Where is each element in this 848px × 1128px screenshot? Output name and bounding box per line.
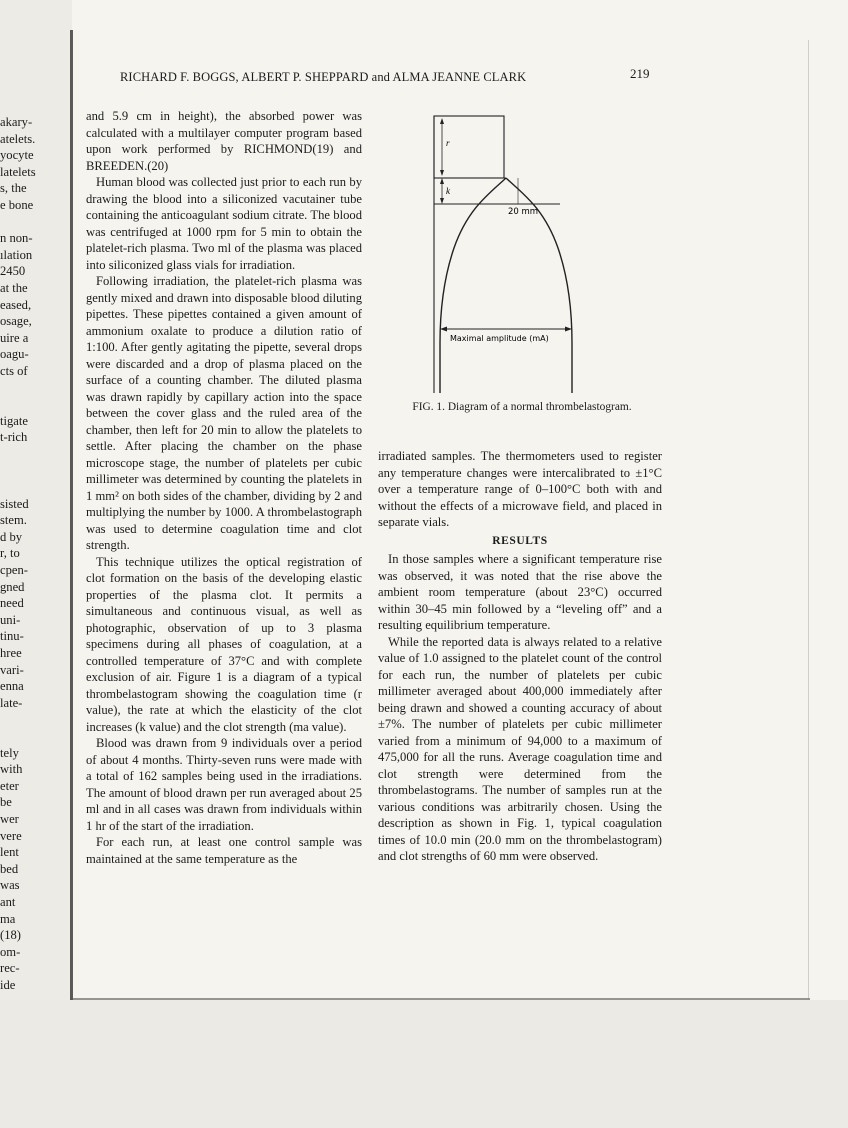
previous-page-line-fragment [0,214,64,231]
scan-bottom-margin [0,1000,848,1128]
label-20mm: 20 mm [508,207,539,217]
previous-page-line-fragment: was [0,878,20,893]
k-label: k [446,186,450,196]
previous-page-line-fragment: cpen- [0,563,28,578]
page-bottom-edge [70,998,810,1000]
previous-page-line-fragment: bed [0,861,19,876]
previous-page-line-fragment: be [0,795,12,810]
book-binding-line [70,30,73,1000]
previous-page-line-fragment: yocyte [0,148,34,163]
page-number: 219 [630,66,650,81]
amplitude-arrowhead-left [440,327,447,332]
previous-page-line-fragment: ılation [0,247,33,262]
previous-page-line-fragment: r, to [0,546,20,561]
section-heading-results: RESULTS [492,534,548,547]
previous-page-line-fragment: tely [0,745,19,760]
previous-page-line-fragment: ide [0,977,16,992]
r-label: r [446,138,450,148]
previous-page-line-fragment: (18) [0,928,21,943]
right-text-column [378,448,662,865]
previous-page-line-fragment: lent [0,845,19,860]
previous-page-line-fragment: s, the [0,181,27,196]
previous-page-line-fragment: atelets. [0,131,36,146]
left-text-column [86,108,362,867]
previous-page-line-fragment: with [0,762,23,777]
figure-caption-text: Diagram of a normal thrombelastogram. [447,401,632,413]
previous-page-line-fragment: t-rich [0,430,28,445]
previous-page-line-fragment: uire a [0,330,29,345]
paragraph: While the reported data is always related to a relative value of 1.0 assigned to the platelet count of the control for each run, the number of platelets per cubic millimeter averaged about 400,000 immediately after being drawn and showed a counting accuracy of about ±7%. The number of platelets per cubic millimeter varied from a minimum of 94,000 to a maximum of 475,000 for all the runs. Average coagulation time and clot strength were determined from the thrombelastograms. The number of samples run at the various conditions was arbitrarily chosen. Using the description as shown in Fig. 1, typical coagulation times of 10.0 min (20.0 mm on the thrombelastogram) and clot strengths of 60 mm were observed. [378,634,662,863]
previous-page-line-fragment: cts of [0,363,28,378]
previous-page-line-fragment: ant [0,894,16,909]
curve-left-branch [440,178,506,393]
paragraph: This technique utilizes the optical registration of clot formation on the basis of the developing elastic properties of the plasma clot. It permits a simultaneous and continuous visual, as well as photographic, observation of up to 3 plasma specimens during all phases of coagulation, at a controlled temperature of 37°C and with complete exclusion of air. Figure 1 is a diagram of a typical thrombelastogram showing the coagulation time (r value), the rate at which the elasticity of the clot increases (k value) and the clot strength (ma value). [86,554,362,734]
previous-page-line-fragment: uni- [0,612,21,627]
previous-page-line-fragment: e bone [0,197,34,212]
paragraph: Human blood was collected just prior to each run by drawing the blood into a siliconized vacutainer tube containing the anticoagulant sodium citrate. The blood was centrifuged at 1000 rpm for 5 min to obtain the platelet-rich plasma. Two ml of the plasma was placed into siliconized glass vials for irradiation. [86,175,362,272]
previous-page-line-fragment [0,380,64,397]
previous-page-line-fragment [0,396,64,413]
label-max-amplitude: Maximal amplitude (mA) [450,334,549,343]
paragraph: and 5.9 cm in height), the absorbed power was calculated with a multilayer computer program based upon work performed by RICHMOND(19) and BREEDEN.(20) [86,109,362,173]
previous-page-line-fragment: om- [0,944,21,959]
previous-page-line-fragment: wer [0,811,19,826]
previous-page-line-fragment: gned [0,579,25,594]
previous-page-line-fragment: d by [0,529,23,544]
paragraph: Following irradiation, the platelet-rich plasma was gently mixed and drawn into disposable blood diluting pipettes. These pipettes contained a given amount of ammonium oxalate to produce a dilution ratio of 1:100. After gently agitating the pipette, several drops were discarded and a drop of plasma placed on the surface of a counting chamber. The diluted plasma was drawn rapidly by capillary action into the space between the cover glass and the ruled area of the chamber, then left for 20 min to allow the platelets to settle. After placing the chamber on the phase microscope stage, the number of platelets per cubic millimeter was determined by counting the platelets in 1 mm² on both sides of the chamber, dividing by 2 and multiplying the number by 1000. A thrombelastograph was used to determine coagulation time and clot strength. [86,274,362,552]
r-arrowhead-top [440,118,444,124]
previous-page-line-fragment [0,728,64,745]
previous-page-line-fragment: osage, [0,314,32,329]
r-value-box [434,116,504,178]
amplitude-arrowhead-right [565,327,572,332]
k-arrowhead-bottom [440,198,444,204]
figure-number: FIG. 1. [412,401,445,413]
previous-page-line-fragment: ma [0,911,16,926]
previous-page-line-fragment [0,462,64,479]
previous-page-line-fragment: oagu- [0,347,29,362]
paragraph: In those samples where a significant temperature rise was observed, it was noted that the rise above the ambient room temperature (about 23°C) occurred within 30–45 min followed by a “leveling off” and a resulting equilibrium temperature. [378,552,662,632]
previous-page-line-fragment: stem. [0,513,27,528]
paragraph: Blood was drawn from 9 individuals over a period of about 4 months. Thirty-seven runs were made with a total of 162 samples being used in the irradiations. The amount of blood drawn per run averaged about 25 ml and in all cases was drawn from individuals within 1 hr of the start of the irradiation. [86,736,362,833]
previous-page-line-fragment: enna [0,679,24,694]
previous-page-line-fragment [0,479,64,496]
previous-page-line-fragment: rec- [0,961,20,976]
page-right-edge [808,40,809,1000]
r-arrowhead-bottom [440,170,444,176]
previous-page-line-fragment [0,711,64,728]
running-header-authors: RICHARD F. BOGGS, ALBERT P. SHEPPARD and ALMA JEANNE CLARK [120,70,527,84]
thrombelastogram-diagram [420,108,620,398]
previous-page-line-fragment: need [0,596,24,611]
paragraph: For each run, at least one control sample was maintained at the same temperature as the [86,835,362,866]
previous-page-line-fragment: late- [0,695,23,710]
paragraph-continued: irradiated samples. The thermometers used to register any temperature changes were intercalibrated to ±1°C over a temperature range of 0–100°C both with and without the effects of a microwave field, and placed in separate vials. [378,449,662,529]
previous-page-line-fragment: at the [0,280,28,295]
previous-page-line-fragment: latelets [0,164,36,179]
previous-page-line-fragment: vere [0,828,22,843]
previous-page-line-fragment: tinu- [0,629,24,644]
previous-page-line-fragment: eased, [0,297,32,312]
previous-page-line-fragment: vari- [0,662,24,677]
figure-caption [380,400,664,414]
previous-page-line-fragment: tigate [0,413,28,428]
previous-page-line-fragment: eter [0,778,19,793]
previous-page-line-fragment: akary- [0,115,33,129]
previous-page-text-fragments [0,114,64,993]
previous-page-line-fragment: 2450 [0,264,26,279]
previous-page-line-fragment: sisted [0,496,29,511]
previous-page-line-fragment [0,446,64,463]
previous-page-line-fragment: n non- [0,231,33,246]
previous-page-line-fragment: hree [0,646,22,660]
k-arrowhead-top [440,178,444,184]
